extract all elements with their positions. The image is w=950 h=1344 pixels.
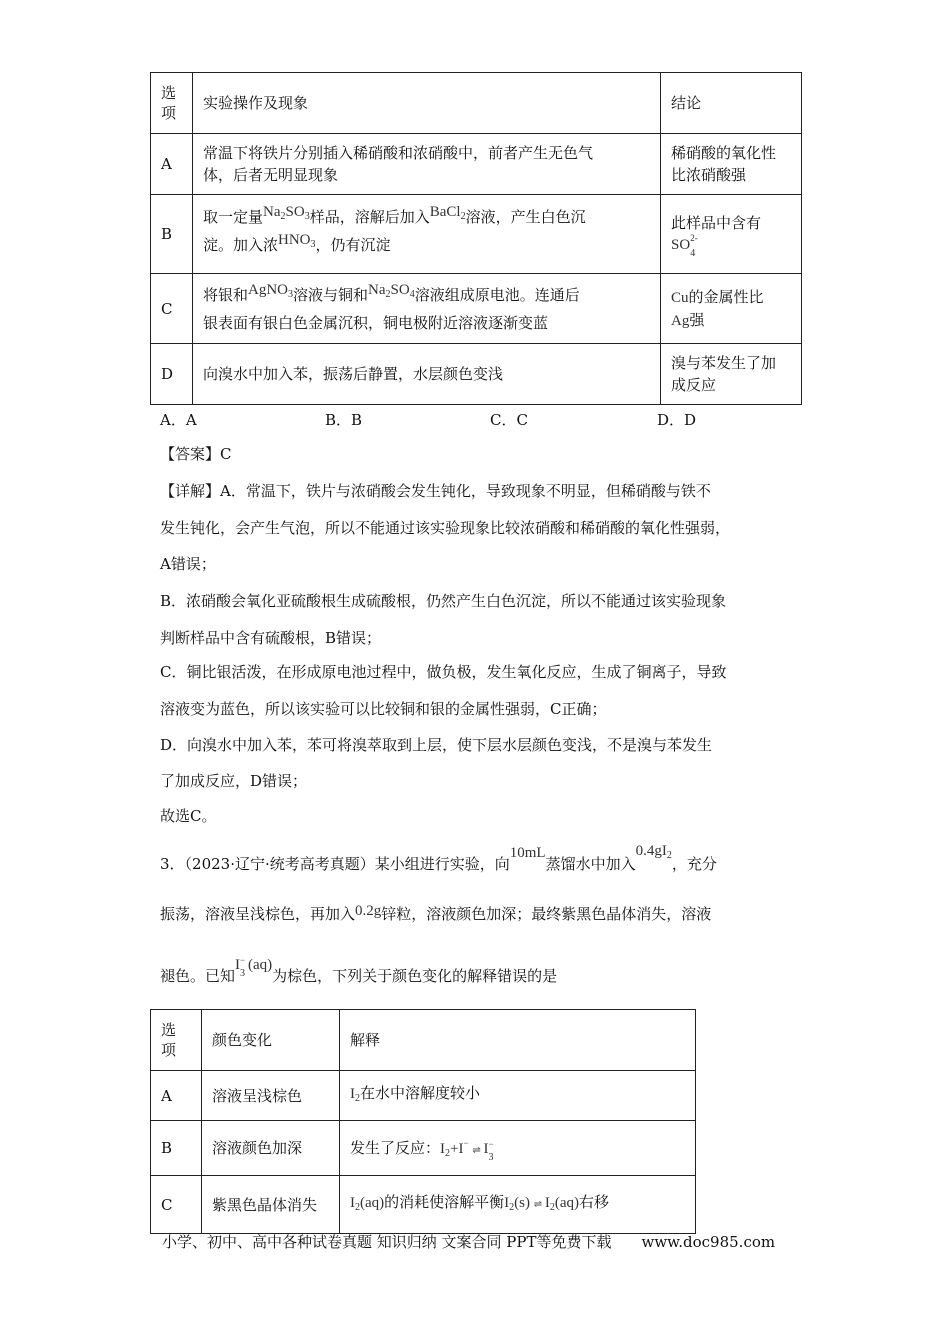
formula-na2so4: $Na_2SO_4$ — [368, 281, 415, 300]
row-key: C — [151, 1176, 202, 1234]
row-key: D — [151, 344, 193, 405]
detail-line: A错误； — [160, 555, 216, 573]
table-row — [151, 195, 802, 274]
table-row — [151, 344, 802, 405]
option-d: D．D — [657, 411, 697, 429]
question-line: 3．（2023·辽宁·统考高考真题）某小组进行实验，向10mL蒸馏水中加入$0.4gI_2$，充分 — [160, 843, 717, 873]
header-option: 选项 — [151, 73, 193, 134]
table-row — [151, 1071, 696, 1121]
table-row — [151, 1121, 696, 1176]
row-key: A — [151, 1071, 202, 1121]
color-change-table — [150, 1009, 696, 1234]
footer-text: 小学、初中、高中各种试卷真题 知识归纳 文案合同 PPT等免费下载 — [162, 1233, 612, 1251]
answer-line: 【答案】C — [160, 445, 232, 463]
formula-i3-aq: I − 3 (aq) — [235, 955, 273, 979]
question-line: 振荡，溶液呈浅棕色，再加入0.2g锌粒，溶液颜色加深；最终紫黑色晶体消失，溶液 — [160, 903, 712, 923]
formula-bacl2: BaCl$_2$ — [429, 204, 466, 222]
formula-agno3: AgNO$_3$ — [248, 281, 294, 300]
row-change: 紫黑色晶体消失 — [202, 1176, 340, 1234]
row-operation: 向溴水中加入苯，振荡后静置，水层颜色变浅 — [193, 344, 661, 405]
answer-options — [160, 409, 800, 431]
detail-line: 发生钝化，会产生气泡，所以不能通过该实验现象比较浓硝酸和稀硝酸的氧化性强弱， — [160, 519, 731, 537]
header-explanation: 解释 — [340, 1010, 696, 1071]
row-explanation: $I_2(aq)$的消耗使溶解平衡$I_2(s)$ ⇌ $I_2(aq)$右移 — [340, 1176, 696, 1234]
row-explanation: 发生了反应：$I_2+I^-$ ⇌ I − 3 — [340, 1121, 696, 1176]
header-conclusion: 结论 — [661, 73, 802, 134]
table-header-row — [151, 73, 802, 134]
detail-line: 判断样品中含有硫酸根，B错误； — [160, 629, 382, 647]
question-line: 褪色。已知I − 3 (aq)为棕色，下列关于颜色变化的解释错误的是 — [160, 955, 558, 985]
table-row — [151, 274, 802, 344]
row-key: A — [151, 134, 193, 195]
option-a: A．A — [160, 411, 197, 429]
table-row — [151, 1176, 696, 1234]
detail-line: 溶液变为蓝色，所以该实验可以比较铜和银的金属性强弱，C正确； — [160, 700, 607, 718]
row-operation: 常温下将铁片分别插入稀硝酸和浓硝酸中，前者产生无色气 体，后者无明显现象 — [193, 134, 661, 195]
detail-line: C．铜比银活泼，在形成原电池过程中，做负极，发生氧化反应，生成了铜离子，导致 — [160, 663, 727, 681]
row-change: 溶液颜色加深 — [202, 1121, 340, 1176]
equilibrium-arrow-icon: ⇌ — [533, 1198, 542, 1210]
table-header-row — [151, 1010, 696, 1071]
row-operation: 取一定量$Na_2SO_3$样品，溶解后加入BaCl$_2$溶液，产生白色沉 淀。加入浓$HNO_3$，仍有沉淀 — [193, 195, 661, 274]
formula-so4: SO 2- 4 — [671, 233, 698, 259]
header-operation: 实验操作及现象 — [193, 73, 661, 134]
option-c: C．C — [490, 411, 528, 429]
option-b: B．B — [325, 411, 363, 429]
page-footer — [162, 1231, 775, 1252]
detail-line: 故选C。 — [160, 807, 217, 825]
equilibrium-arrow-icon: ⇌ — [472, 1144, 480, 1156]
row-key: B — [151, 1121, 202, 1176]
row-operation: 将银和AgNO$_3$溶液与铜和$Na_2SO_4$溶液组成原电池。连通后 银表面有银白色金属沉积，铜电极附近溶液逐渐变蓝 — [193, 274, 661, 344]
footer-link[interactable]: www.doc985.com — [641, 1233, 776, 1251]
detail-line: B．浓硝酸会氧化亚硫酸根生成硫酸根，仍然产生白色沉淀，所以不能通过该实验现象 — [160, 592, 727, 610]
table-row — [151, 134, 802, 195]
header-change: 颜色变化 — [202, 1010, 340, 1071]
row-key: C — [151, 274, 193, 344]
detail-line: 了加成反应，D错误； — [160, 772, 308, 790]
row-conclusion: 稀硝酸的氧化性 比浓硝酸强 — [661, 134, 802, 195]
formula-10ml: 10mL — [509, 845, 546, 861]
formula-na2so3: $Na_2SO_3$ — [263, 204, 310, 222]
formula-hno3: $HNO_3$ — [278, 232, 316, 250]
row-conclusion: Cu的金属性比 Ag强 — [661, 274, 802, 344]
row-explanation: $I_2$在水中溶解度较小 — [340, 1071, 696, 1121]
formula-0.4gi2: $0.4gI_2$ — [635, 843, 672, 861]
row-key: B — [151, 195, 193, 274]
detail-line: 【详解】A．常温下，铁片与浓硝酸会发生钝化，导致现象不明显，但稀硝酸与铁不 — [160, 482, 711, 500]
header-option: 选项 — [151, 1010, 202, 1071]
formula-0.2g: 0.2g — [355, 903, 382, 919]
row-conclusion: 此样品中含有 SO 2- 4 — [661, 195, 802, 274]
detail-line: D．向溴水中加入苯，苯可将溴萃取到上层，使下层水层颜色变浅，不是溴与苯发生 — [160, 736, 713, 754]
experiment-table — [150, 72, 802, 405]
row-change: 溶液呈浅棕色 — [202, 1071, 340, 1121]
row-conclusion: 溴与苯发生了加 成反应 — [661, 344, 802, 405]
